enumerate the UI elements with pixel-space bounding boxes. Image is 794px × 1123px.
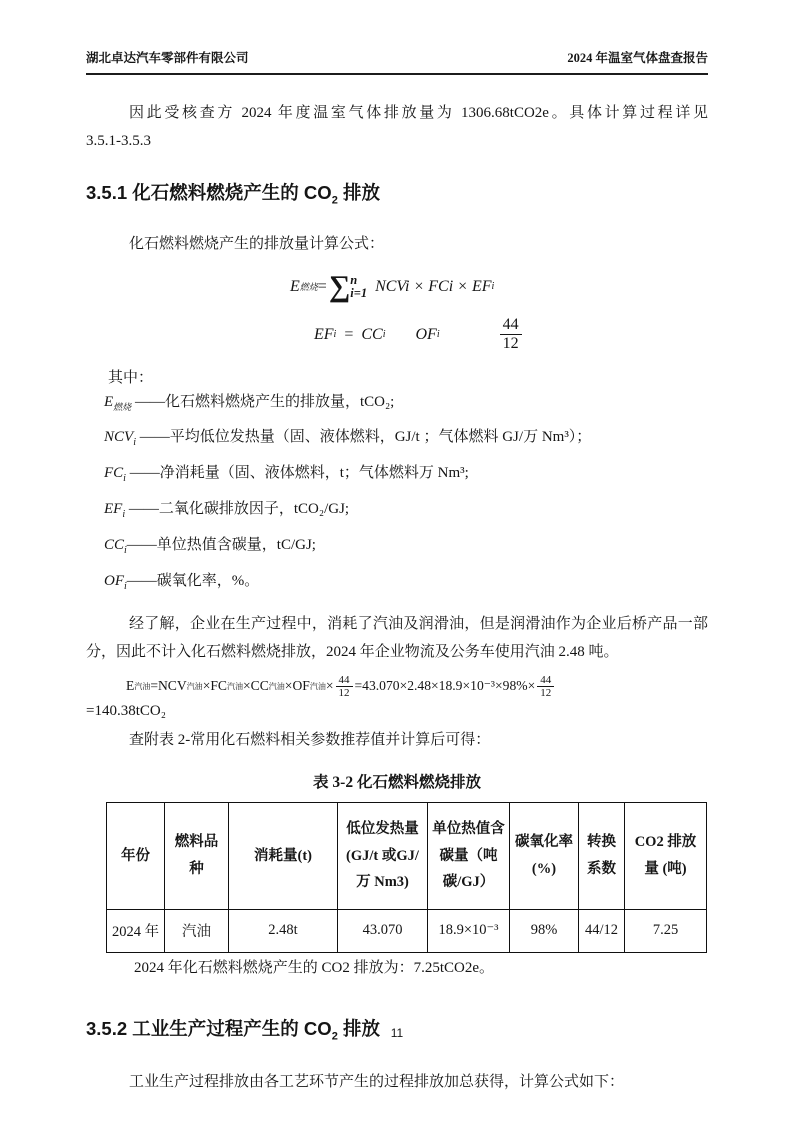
section-352-paragraph: 工业生产过程排放由各工艺环节产生的过程排放加总获得，计算公式如下：	[129, 1073, 625, 1090]
definition-symbol: CC	[104, 536, 125, 553]
definition-text: ——净消耗量（固、液体燃料，t；气体燃料万 Nm³;	[129, 464, 469, 481]
gas-fraction-2	[537, 674, 554, 699]
ef-term1: CC	[361, 325, 383, 343]
table-header-cell: 消耗量(t)	[229, 802, 338, 909]
gas-e-sub: 汽油	[134, 681, 151, 691]
definition-symbol-sub: i	[124, 580, 127, 592]
gas-of-sub: 汽油	[309, 681, 326, 691]
section-351-title-pre: 3.5.1 化石燃料燃烧产生的 CO	[86, 182, 332, 203]
section-351-title-post: 排放	[337, 182, 380, 203]
definition-symbol-sub: i	[133, 436, 136, 448]
definition-symbol-sub: 燃烧	[113, 401, 132, 412]
table-cell: 18.9×10⁻³	[428, 909, 510, 952]
formula-terms: NCVi × FCi × EF	[375, 277, 492, 295]
table-header-row	[107, 802, 707, 909]
section-352-title-pre: 3.5.2 工业生产过程产生的 CO	[86, 1017, 332, 1039]
ef-formula	[314, 316, 708, 354]
page-header	[86, 48, 708, 75]
fuel-combustion-table	[106, 802, 707, 953]
equals-sign: =	[317, 277, 327, 295]
definition-text: ——碳氧化率，%。	[126, 572, 260, 589]
table-cell: 2.48t	[229, 909, 338, 952]
definition-symbol: NCV	[104, 428, 134, 445]
gas-values: =43.070×2.48×18.9×10⁻³×98%×	[354, 678, 536, 694]
definition-item	[104, 494, 708, 530]
sigma-notation	[328, 269, 373, 303]
gas-fraction-1	[336, 674, 353, 699]
table-cell: 汽油	[165, 909, 229, 952]
gas-e: E	[126, 678, 135, 694]
table-cell: 7.25	[625, 909, 707, 952]
gasoline-formula	[126, 674, 708, 699]
lookup-paragraph: 查附表 2-常用化石燃料相关参数推荐值并计算后可得：	[129, 731, 491, 748]
gas-fc: ×FC	[202, 678, 227, 694]
definition-text: ——平均低位发热量（固、液体燃料，GJ/t ；气体燃料 GJ/万 Nm³）；	[139, 428, 592, 445]
definition-text: ——二氧化碳排放因子，tCO₂/GJ;	[128, 500, 350, 517]
table-cell: 98%	[510, 909, 579, 952]
ef-term2: OF	[415, 325, 437, 343]
gas-ncv-sub: 汽油	[186, 681, 203, 691]
definition-item	[104, 530, 708, 566]
header-company: 湖北卓达汽车零部件有限公司	[86, 51, 249, 65]
gas-times: ×	[325, 678, 334, 694]
gas-ncv: =NCV	[150, 678, 187, 694]
definition-item	[104, 422, 708, 458]
definition-symbol: OF	[104, 572, 124, 589]
definition-item	[104, 566, 708, 602]
section-351-title-sub: 2	[331, 194, 338, 207]
table-row	[107, 909, 707, 952]
gas-fc-sub: 汽油	[226, 681, 243, 691]
ef-term2-sub: i	[436, 329, 440, 341]
fraction-denominator: 12	[540, 686, 552, 699]
definition-symbol-sub: i	[124, 544, 127, 556]
intro-line-2: 3.5.1-3.5.3	[86, 133, 151, 149]
definition-symbol-sub: i	[123, 472, 126, 484]
definition-symbol-sub: i	[122, 508, 126, 520]
fraction-numerator: 44	[500, 316, 522, 335]
ef-lhs-sub: i	[333, 329, 337, 341]
sigma-upper: n	[350, 272, 358, 287]
definition-symbol: FC	[104, 464, 124, 481]
section-352-title-post: 排放	[337, 1017, 380, 1039]
fraction-numerator: 44	[537, 674, 554, 687]
fraction-numerator: 44	[336, 674, 353, 687]
gas-cc-sub: 汽油	[268, 681, 285, 691]
table-caption: 表 3-2 化石燃料燃烧排放	[313, 773, 481, 791]
definition-text: ——单位热值含碳量，tC/GJ;	[126, 536, 316, 553]
conclusion-paragraph: 2024 年化石燃料燃烧产生的 CO2 排放为：7.25tCO2e。	[134, 959, 495, 976]
table-header-cell: 碳氧化率 (%)	[510, 802, 579, 909]
ef-equals: =	[344, 325, 354, 343]
definition-item	[104, 458, 708, 494]
table-cell: 43.070	[338, 909, 428, 952]
fraction-44-12	[500, 316, 522, 354]
table-header-cell: 单位热值含碳量（吨碳/GJ）	[428, 802, 510, 909]
section-352-title-sub: 2	[331, 1030, 338, 1043]
gasoline-formula-result: =140.38tCO₂	[86, 702, 166, 719]
formula-terms-sub: i	[491, 281, 495, 293]
table-header-cell: 转换系数	[579, 802, 625, 909]
table-header-cell: 年份	[107, 802, 165, 909]
fraction-denominator: 12	[338, 686, 350, 699]
definition-symbol: E	[104, 393, 114, 410]
definition-text: ——化石燃料燃烧产生的排放量，tCO₂;	[134, 393, 395, 410]
gas-of: ×OF	[284, 678, 310, 694]
table-cell: 2024 年	[107, 909, 165, 952]
table-header-cell: 低位发热量 (GJ/t 或GJ/ 万 Nm3)	[338, 802, 428, 909]
definition-item	[104, 387, 708, 422]
section-351-heading	[86, 181, 708, 208]
formula-lead: 化石燃料燃烧产生的排放量计算公式：	[129, 235, 385, 252]
formula-lhs-sub: 燃烧	[299, 282, 318, 293]
formula-lhs: E	[290, 277, 300, 295]
table-header-cell: 燃料品种	[165, 802, 229, 909]
sigma-icon: ∑	[328, 269, 351, 303]
sigma-lower: i=1	[350, 285, 368, 300]
table-cell: 44/12	[579, 909, 625, 952]
page-number: 11	[390, 1026, 404, 1040]
ef-lhs: EF	[314, 325, 334, 343]
definition-symbol: EF	[104, 500, 123, 517]
intro-line-1: 因此受核查方 2024 年度温室气体排放量为 1306.68tCO2e。具体计算过程详见	[129, 105, 708, 121]
gas-cc: ×CC	[242, 678, 269, 694]
header-report-title: 2024 年温室气体盘查报告	[567, 51, 708, 65]
fraction-denominator: 12	[502, 335, 519, 353]
ef-term1-sub: i	[382, 329, 386, 341]
note-paragraph: 经了解，企业在生产过程中，消耗了汽油及润滑油，但是润滑油作为企业后桥产品一部分，因此不计入化石燃料燃烧排放，2024 年企业物流及公务车使用汽油 2.48 吨。	[86, 615, 708, 660]
sigma-limits	[350, 274, 367, 300]
combustion-sum-formula	[290, 269, 708, 303]
where-label: 其中：	[108, 369, 154, 386]
table-header-cell: CO2 排放量 (吨)	[625, 802, 707, 909]
